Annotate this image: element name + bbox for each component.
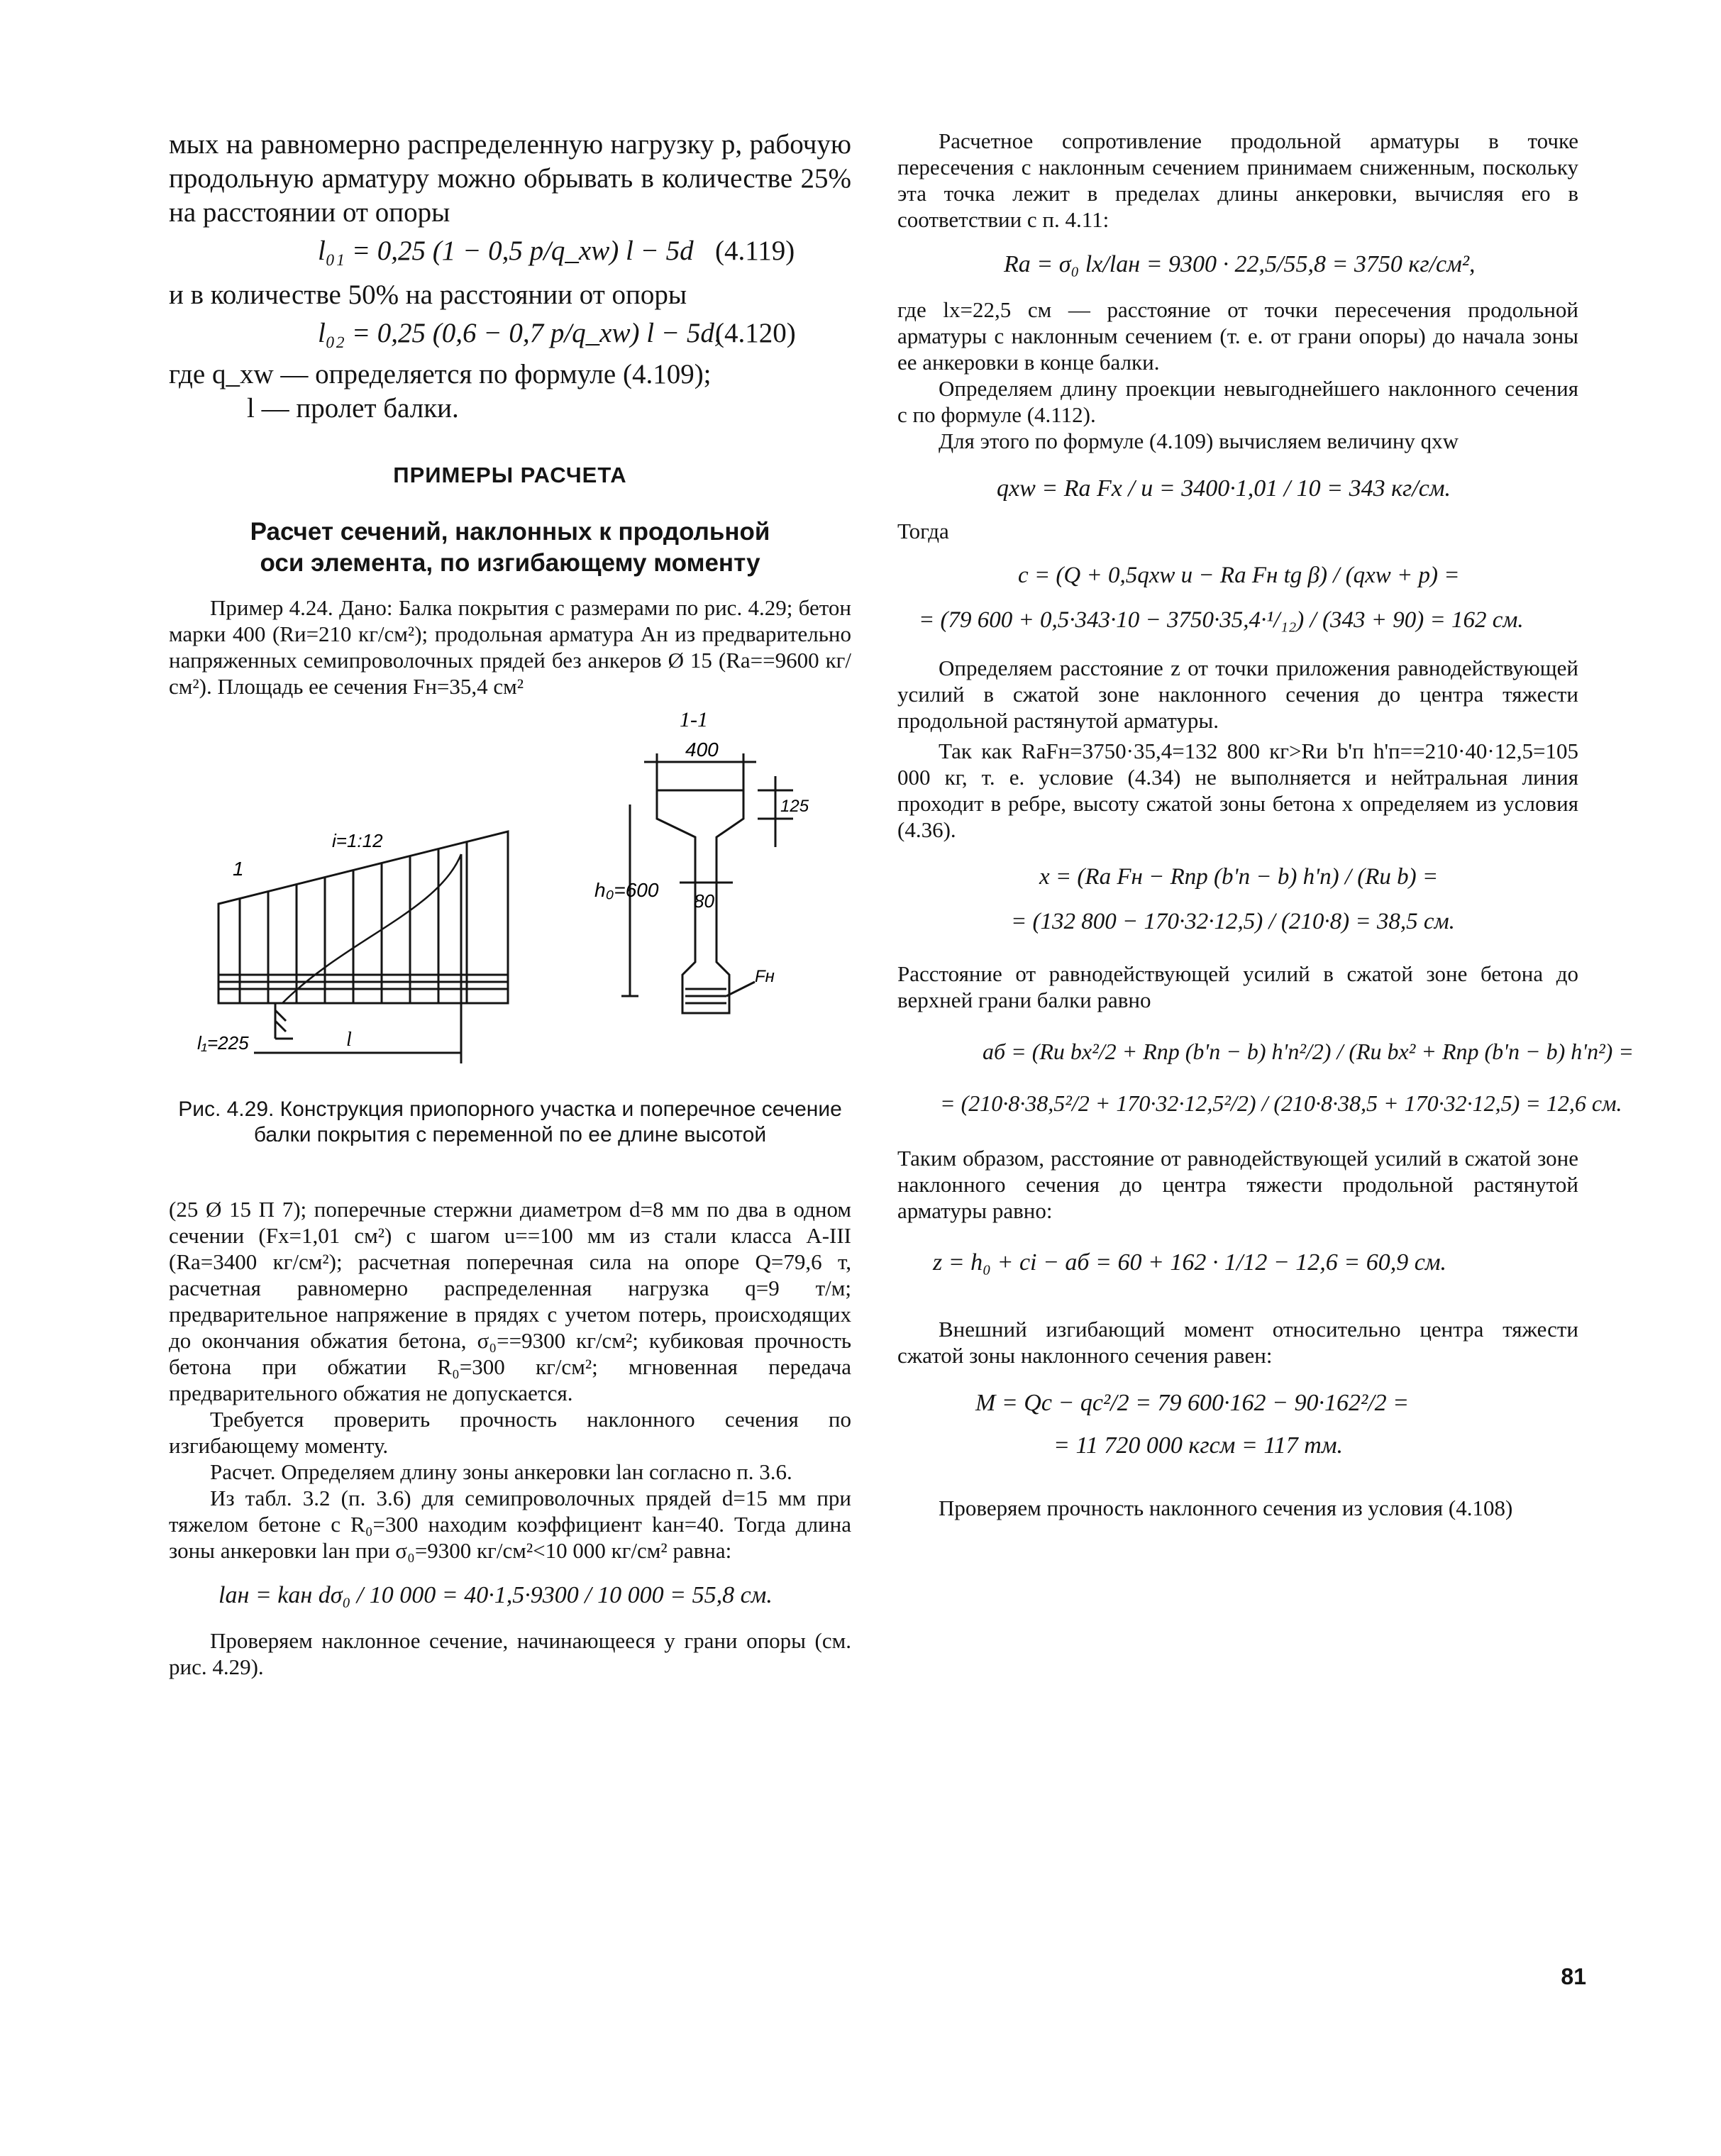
- z-intro-paragraph: Определяем расстояние z от точки приложения равнодействующей усилий в сжатой зоне наклонного сечения до центра тяжести продольной растянутой арматуры.: [897, 656, 1578, 733]
- formula-4120: l₀₂ = 0,25 (0,6 − 0,7 p/q_xw) l − 5d, (4.120): [318, 318, 796, 348]
- section-label: 1-1: [680, 708, 708, 731]
- requirement-paragraph: Требуется проверить прочность наклонного сечения по изгибающему моменту.: [169, 1407, 851, 1458]
- dim-l1-label: l₁=225: [197, 1032, 249, 1054]
- examples-heading: ПРИМЕРЫ РАСЧЕТА: [393, 463, 627, 487]
- moment-paragraph: Внешний изгибающий момент относительно центра тяжести сжатой зоны наклонного сечения равен:: [897, 1317, 1578, 1368]
- calc-paragraph: Расчет. Определяем длину зоны анкеровки lан согласно п. 3.6.: [210, 1459, 792, 1484]
- distance-paragraph: Расстояние от равнодействующей усилий в сжатой зоне бетона до верхней грани балки равно: [897, 961, 1578, 1012]
- where-line-1: где q_xw — определяется по формуле (4.109);: [169, 359, 712, 389]
- table-paragraph: Из табл. 3.2 (п. 3.6) для семипроволочных прядей d=15 мм при тяжелом бетоне с R₀=300 находим коэффициент kан=40. Тогда длина зоны анкеровки lан при σ₀=9300 кг/см²<10 000 кг/см² равна:: [169, 1486, 851, 1563]
- figure-caption: Рис. 4.29. Конструкция приопорного участка и поперечное сечение балки покрытия с переменной по ее длине высотой: [178, 1098, 842, 1146]
- dim-80-label: 80: [694, 890, 714, 912]
- formula-m-2: = 11 720 000 кгсм = 117 тм.: [1053, 1432, 1344, 1459]
- formula-x-1: x = (Rа Fн − Rпр (b'п − b) h'п) / (Rи b) =: [1039, 864, 1439, 890]
- fn-label: Fн: [755, 967, 775, 986]
- formula-m-1: M = Qc − qc²/2 = 79 600·162 − 90·162²/2 =: [975, 1390, 1410, 1416]
- qxw-paragraph: Для этого по формуле (4.109) вычисляем величину qxw: [939, 429, 1459, 453]
- formula-ra: Rа = σ₀ lx/lан = 9300 · 22,5/55,8 = 3750 кг/см²,: [1004, 251, 1476, 277]
- condition-paragraph: Так как RаFн=3750·35,4=132 800 кг>Rи b'п h'п==210·40·12,5=105 000 кг, т. е. условие (4.34) не выполняется и нейтральная линия проходит в ребре, высоту сжатой зоны бетона x определяем из условия (4.36).: [897, 739, 1578, 842]
- dim-400-label: 400: [685, 739, 719, 761]
- formula-c-2: = (79 600 + 0,5·343·10 − 3750·35,4·¹/₁₂) / (343 + 90) = 162 см.: [919, 607, 1524, 633]
- data-paragraph: (25 Ø 15 П 7); поперечные стержни диаметром d=8 мм по два в одном сечении (Fх=1,01 см²) с шагом u==100 мм из стали класса А-III (Rа=3400 кг/см²); расчетная поперечная сила на опоре Q=79,6 т, расчетная равномерно распределенная нагрузка q=9 т/м; предварительное напряжение в прядях с учетом потерь, происходящих до окончания обжатия бетона, σ₀==9300 кг/см²; кубиковая прочность бетона при обжатии R₀=300 кг/см²; мгновенная передача предварительного обжатия не допускается.: [169, 1197, 851, 1405]
- figure-4-29: [169, 705, 851, 1088]
- formula-a-1: aб = (Rи bx²/2 + Rпр (b'п − b) h'п²/2) / (Rи bx² + Rпр (b'п − b) h'п²) =: [983, 1039, 1634, 1064]
- formula-a-2: = (210·8·38,5²/2 + 170·32·12,5²/2) / (210·8·38,5 + 170·32·12,5) = 12,6 см.: [940, 1090, 1622, 1116]
- intro-paragraph: мых на равномерно распределенную нагрузку p, рабочую продольную арматуру можно обрывать в количестве 25% на расстоянии от опоры: [169, 129, 851, 228]
- check-paragraph: Проверяем наклонное сечение, начинающееся у грани опоры (см. рис. 4.29).: [169, 1628, 851, 1679]
- formula-z: z = h₀ + ci − aб = 60 + 162 · 1/12 − 12,6 = 60,9 см.: [933, 1249, 1447, 1276]
- section-heading: Расчет сечений, наклонных к продольной оси элемента, по изгибающему моменту: [250, 518, 770, 577]
- then-label: Тогда: [897, 519, 949, 543]
- left-column: [169, 128, 851, 1680]
- formula-qxw: qxw = Rа Fх / u = 3400·1,01 / 10 = 343 кг/см.: [997, 475, 1451, 502]
- resistance-paragraph: Расчетное сопротивление продольной арматуры в точке пересечения с наклонным сечением принимаем сниженным, поскольку эта точка лежит в пределах длины анкеровки, вычисляя его в соответствии с п. 4.11:: [897, 128, 1578, 232]
- where-line-2: l — пролет балки.: [247, 393, 459, 424]
- projection-paragraph: Определяем длину проекции невыгоднейшего наклонного сечения c по формуле (4.112).: [897, 376, 1578, 427]
- mark-1-label: 1: [233, 858, 244, 880]
- formula-lan: lан = kан dσ₀ / 10 000 = 40·1,5·9300 / 10 000 = 55,8 см.: [218, 1582, 773, 1608]
- dim-l-label: l: [346, 1029, 352, 1051]
- example-paragraph: Пример 4.24. Дано: Балка покрытия с размерами по рис. 4.29; бетон марки 400 (Rи=210 кг/см²); продольная арматура Aн из предварительно напряженных семипроволочных прядей без анкеров Ø 15 (Rа==9600 кг/см²). Площадь ее сечения Fн=35,4 см²: [169, 595, 851, 699]
- beam-elevation: [218, 831, 508, 1003]
- formula-x-2: = (132 800 − 170·32·12,5) / (210·8) = 38,5 см.: [1011, 909, 1455, 934]
- z-paragraph: Таким образом, расстояние от равнодействующей усилий в сжатой зоне наклонного сечения до центра тяжести продольной растянутой арматуры равно:: [897, 1146, 1578, 1223]
- intro-paragraph-2: и в количестве 50% на расстоянии от опоры: [169, 280, 687, 310]
- final-paragraph: Проверяем прочность наклонного сечения из условия (4.108): [939, 1496, 1513, 1520]
- page-number: 81: [1561, 1964, 1586, 1989]
- formula-4119: l₀₁ = 0,25 (1 − 0,5 p/q_xw) l − 5d (4.119): [318, 236, 795, 266]
- formula-c-1: c = (Q + 0,5qxw u − Rа Fн tg β) / (qxw + p) =: [1018, 563, 1460, 588]
- dim-h0-label: h₀=600: [594, 879, 659, 901]
- right-column: [897, 128, 1634, 1521]
- dim-125-label: 125: [780, 797, 809, 816]
- lx-paragraph: где lх=22,5 см — расстояние от точки пересечения продольной арматуры с наклонным сечением (т. е. от грани опоры) до начала зоны ее анкеровки в конце балки.: [897, 297, 1578, 375]
- slope-label: i=1:12: [332, 830, 383, 851]
